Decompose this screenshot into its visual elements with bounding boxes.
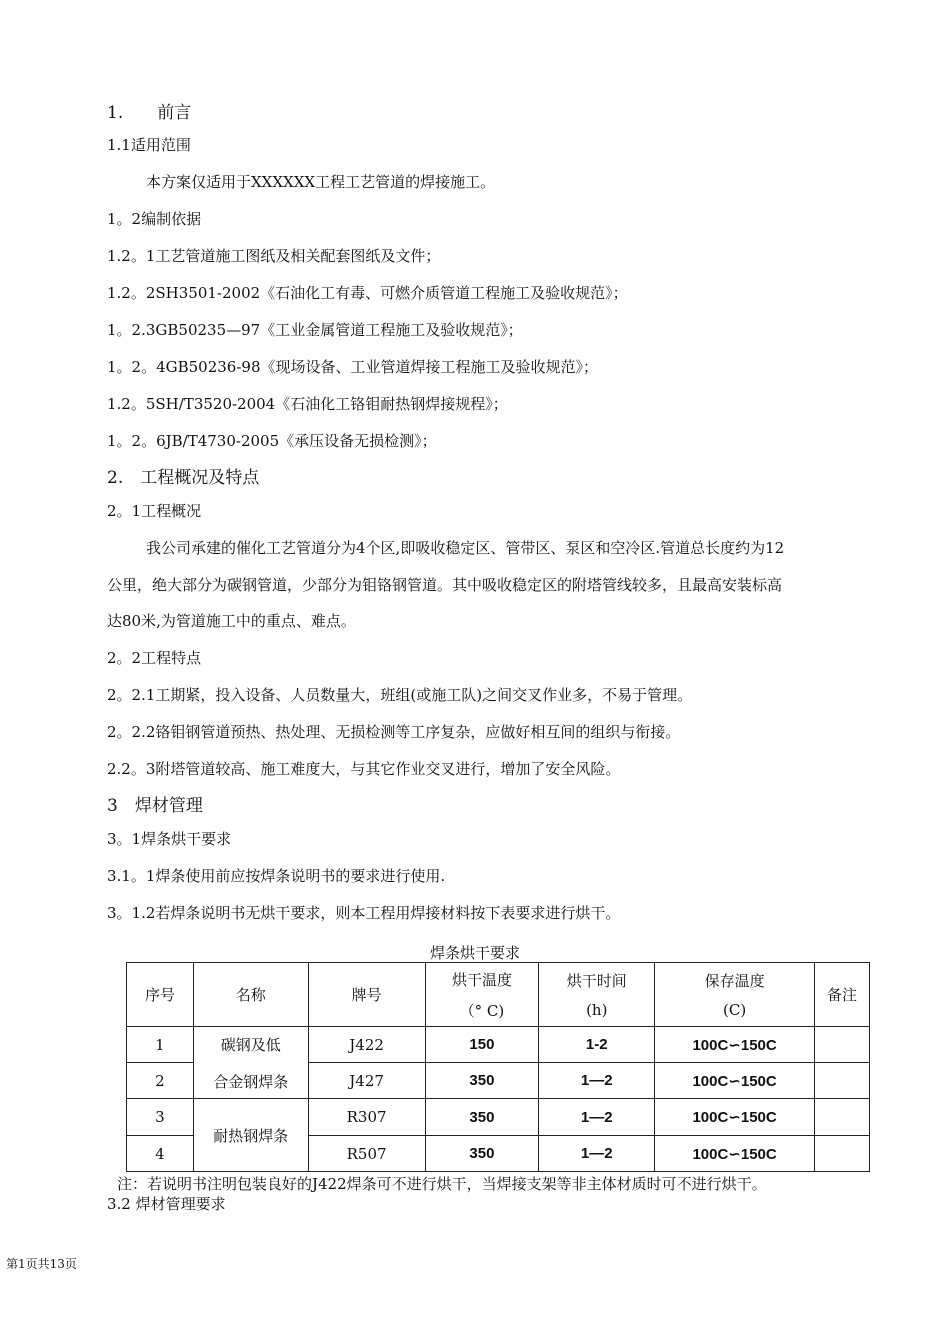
table-row — [127, 1027, 870, 1063]
page-footer: 第1页共13页 — [6, 1257, 77, 1271]
header-keep-temp-label: 保存温度 — [704, 972, 765, 990]
header-drying-time-unit: (h) — [586, 1001, 608, 1019]
cell-temp: 350 — [425, 1099, 539, 1136]
cell-keep: 100C∽150C — [655, 1063, 815, 1099]
cell-temp: 350 — [425, 1136, 539, 1172]
section-1-1-body: 本方案仅适用于XXXXXX工程工艺管道的焊接施工。 — [146, 173, 496, 191]
section-2-1-body-line: 达80米,为管道施工中的重点、难点。 — [107, 612, 356, 630]
section-3-1-2: 3。1.2若焊条说明书无烘干要求，则本工程用焊接材料按下表要求进行烘干。 — [107, 904, 621, 922]
cell-keep: 100C∽150C — [655, 1136, 815, 1172]
header-drying-time-label: 烘干时间 — [566, 972, 627, 990]
section-2-2-heading: 2。2工程特点 — [107, 649, 202, 667]
header-keep-temp-unit: (C) — [723, 1001, 747, 1019]
cell-brand: J427 — [308, 1063, 425, 1099]
cell-group-name: 耐热钢焊条 — [193, 1099, 308, 1172]
cell-temp: 150 — [425, 1027, 539, 1063]
cell-time: 1-2 — [539, 1027, 655, 1063]
group-name-line: 碳钢及低 — [220, 1035, 281, 1054]
cell-seq: 3 — [127, 1099, 194, 1136]
reference-item: 1.2。1工艺管道施工图纸及相关配套图纸及文件； — [107, 247, 441, 265]
section-2-title: 2. 工程概况及特点 — [107, 468, 260, 488]
table-caption: 焊条烘干要求 — [429, 944, 520, 962]
section-3-2-heading: 3.2 焊材管理要求 — [107, 1195, 226, 1213]
reference-item: 1.2。5SH/T3520-2004《石油化工铬钼耐热钢焊接规程》； — [107, 395, 508, 413]
feature-item: 2。2.1工期紧，投入设备、人员数量大，班组(或施工队)之间交叉作业多，不易于管理。 — [107, 686, 693, 704]
reference-item: 1。2。6JB/T4730-2005《承压设备无损检测》； — [107, 432, 437, 450]
table-header-row — [127, 963, 870, 1027]
group-name-line: 合金钢焊条 — [213, 1072, 289, 1091]
reference-item: 1。2。4GB50236-98《现场设备、工业管道焊接工程施工及验收规范》； — [107, 358, 599, 376]
header-seq: 序号 — [127, 963, 194, 1027]
cell-temp: 350 — [425, 1063, 539, 1099]
cell-remark — [815, 1027, 870, 1063]
section-3-title: 3 焊材管理 — [107, 796, 203, 816]
header-brand: 牌号 — [308, 963, 425, 1027]
feature-item: 2.2。3附塔管道较高、施工难度大，与其它作业交叉进行，增加了安全风险。 — [107, 760, 621, 778]
table-note: 注：若说明书注明包装良好的J422焊条可不进行烘干，当焊接支架等非主体材质时可不进行烘干。 — [117, 1175, 767, 1193]
drying-requirements-table — [126, 962, 870, 1172]
cell-remark — [815, 1099, 870, 1136]
cell-time: 1—2 — [539, 1099, 655, 1136]
reference-item: 1。2.3GB50235—97《工业金属管道工程施工及验收规范》； — [107, 321, 523, 339]
header-drying-temp — [425, 963, 539, 1027]
header-drying-temp-unit: （° C) — [459, 1001, 505, 1020]
header-drying-temp-label: 烘干温度 — [451, 970, 512, 989]
section-2-1-heading: 2。1工程概况 — [107, 502, 202, 520]
cell-remark — [815, 1136, 870, 1172]
section-1-1-heading: 1.1适用范围 — [107, 136, 191, 154]
cell-seq: 4 — [127, 1136, 194, 1172]
header-keep-temp — [655, 963, 815, 1027]
cell-keep: 100C∽150C — [655, 1099, 815, 1136]
cell-keep: 100C∽150C — [655, 1027, 815, 1063]
section-2-1-body-line: 我公司承建的催化工艺管道分为4个区,即吸收稳定区、管带区、泵区和空冷区.管道总长度约为12 — [146, 539, 785, 557]
cell-brand: R507 — [308, 1136, 425, 1172]
section-1-2-heading: 1。2编制依据 — [107, 210, 202, 228]
feature-item: 2。2.2铬钼钢管道预热、热处理、无损检测等工序复杂，应做好相互间的组织与衔接。 — [107, 723, 681, 741]
reference-item: 1.2。2SH3501-2002《石油化工有毒、可燃介质管道工程施工及验收规范》； — [107, 284, 628, 302]
cell-seq: 2 — [127, 1063, 194, 1099]
cell-time: 1—2 — [539, 1063, 655, 1099]
cell-seq: 1 — [127, 1027, 194, 1063]
section-1-title: 1. 前言 — [107, 103, 192, 123]
cell-brand: R307 — [308, 1099, 425, 1136]
cell-brand: J422 — [308, 1027, 425, 1063]
header-remark: 备注 — [815, 963, 870, 1027]
header-name: 名称 — [193, 963, 308, 1027]
cell-remark — [815, 1063, 870, 1099]
cell-group-name — [193, 1027, 308, 1099]
section-3-1-heading: 3。1焊条烘干要求 — [107, 830, 232, 848]
cell-time: 1—2 — [539, 1136, 655, 1172]
section-2-1-body-line: 公里，绝大部分为碳钢管道，少部分为钼铬钢管道。其中吸收稳定区的附塔管线较多，且最高安装标高 — [107, 576, 783, 594]
section-3-1-1: 3.1。1焊条使用前应按焊条说明书的要求进行使用. — [107, 867, 446, 885]
header-drying-time — [539, 963, 655, 1027]
table-row — [127, 1099, 870, 1136]
